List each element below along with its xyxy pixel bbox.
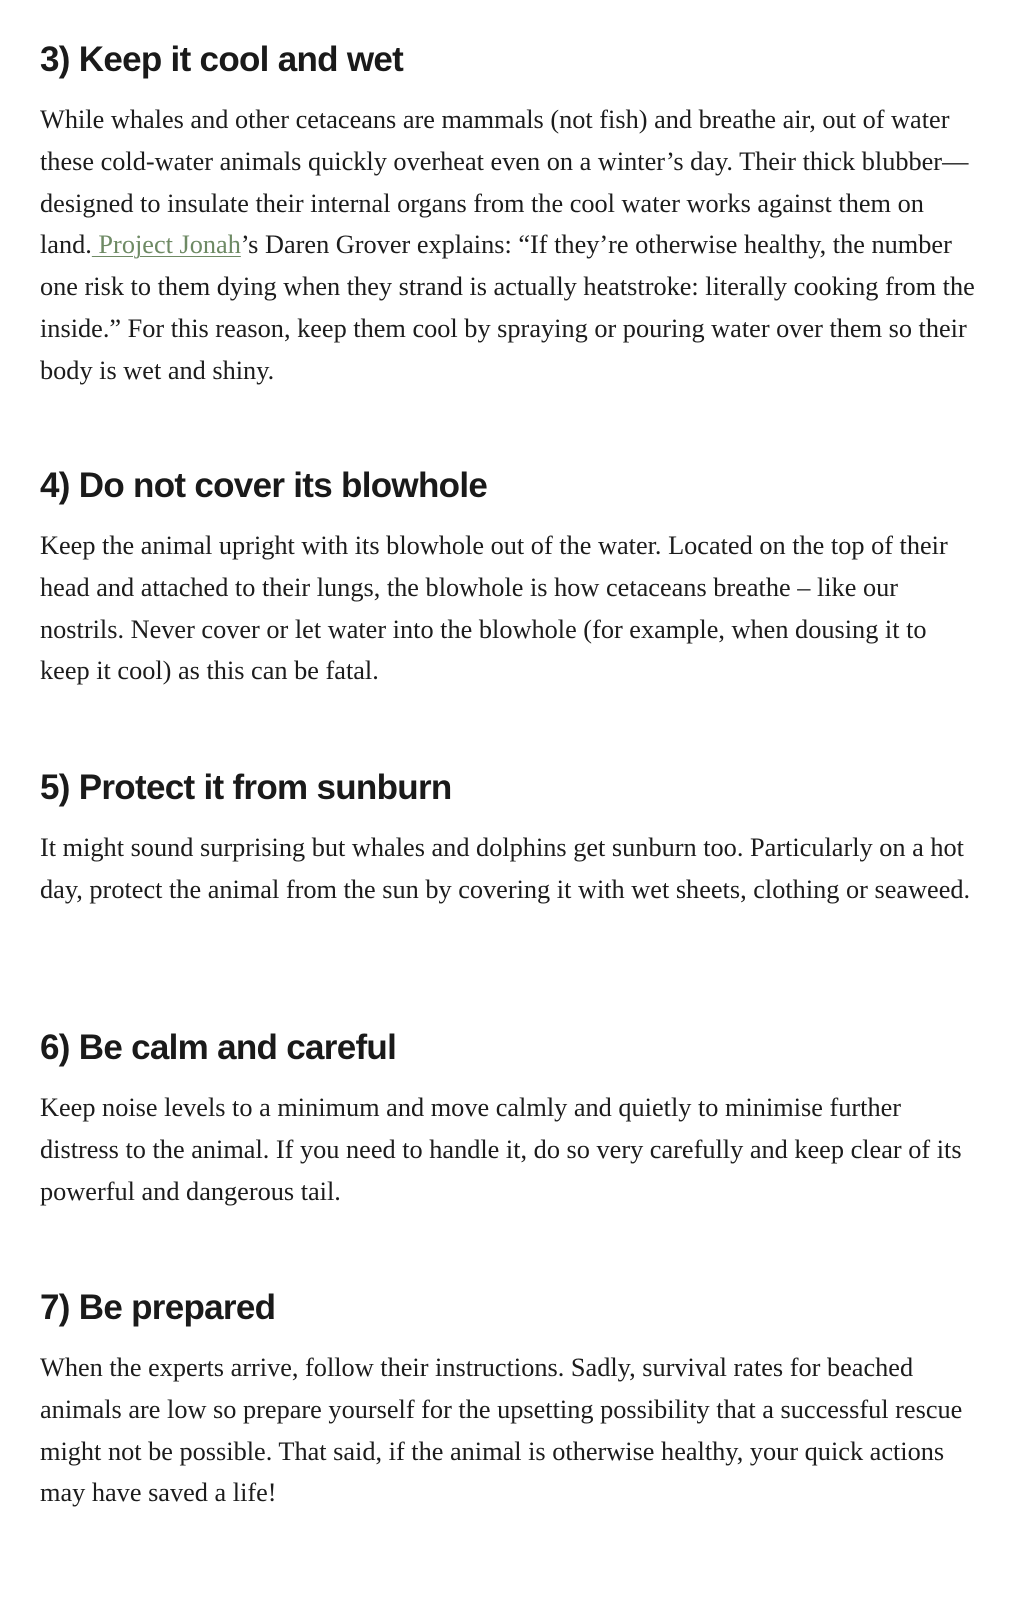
section-heading: 7) Be prepared: [40, 1288, 276, 1327]
section-do-not-cover-blowhole: [40, 464, 980, 692]
paragraph-text: While whales and other cetaceans are mammals (not fish) and breathe air, out of water these cold-water animals quickly overheat even on a winter’s day. Their thick blubber—designed to insulate their internal organs from the cool water works against them on land.: [40, 105, 969, 260]
section-heading: 6) Be calm and careful: [40, 1028, 397, 1067]
section-be-prepared: [40, 1286, 980, 1514]
section-keep-cool-and-wet: [40, 38, 980, 392]
section-paragraph: When the experts arrive, follow their instructions. Sadly, survival rates for beached animals are low so prepare yourself for the upsetting possibility that a successful rescue might not be possible. That said, if the animal is otherwise healthy, your quick actions may have saved a life!: [40, 1353, 963, 1508]
section-paragraph: Keep the animal upright with its blowhole out of the water. Located on the top of their head and attached to their lungs, the blowhole is how cetaceans breathe – like our nostrils. Never cover or let water into the blowhole (for example, when dousing it to keep it cool) as this can be fatal.: [40, 531, 948, 686]
section-protect-from-sunburn: [40, 766, 980, 911]
section-paragraph: [40, 99, 980, 392]
section-paragraph: Keep noise levels to a minimum and move calmly and quietly to minimise further distress to the animal. If you need to handle it, do so very carefully and keep clear of its powerful and dangerous tail.: [40, 1093, 962, 1206]
section-be-calm-and-careful: [40, 1026, 980, 1212]
project-jonah-link[interactable]: Project Jonah: [91, 230, 241, 260]
section-heading: 4) Do not cover its blowhole: [40, 466, 488, 505]
paragraph-text: ’s Daren Grover explains: “If they’re otherwise healthy, the number one risk to them dying when they strand is actually heatstroke: literally cooking from the inside.” For this reason, keep them cool by spraying or pouring water over them so their body is wet and shiny.: [40, 230, 975, 385]
section-heading: 3) Keep it cool and wet: [40, 40, 404, 79]
section-heading: 5) Protect it from sunburn: [40, 768, 452, 807]
section-paragraph: It might sound surprising but whales and dolphins get sunburn too. Particularly on a hot day, protect the animal from the sun by covering it with wet sheets, clothing or seaweed.: [40, 833, 971, 904]
